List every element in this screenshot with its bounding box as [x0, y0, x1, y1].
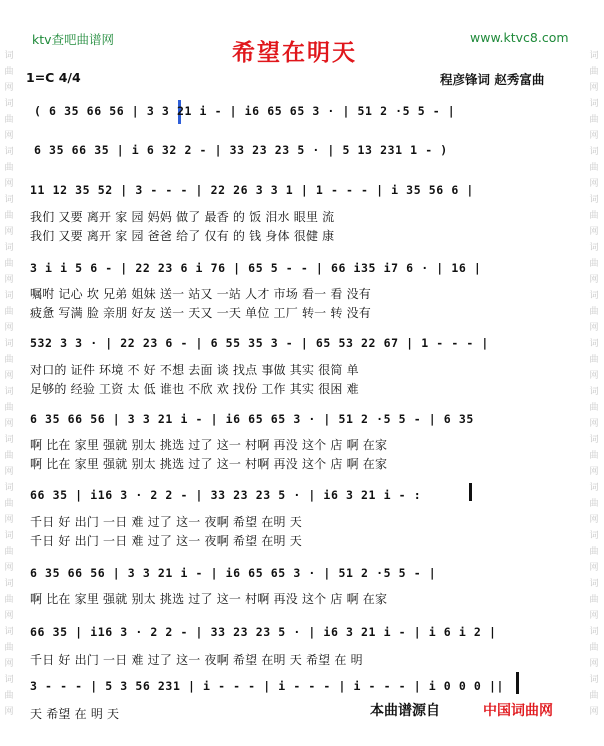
lyrics-3a: 我们 又要 离开 家 园 妈妈 做了 最香 的 饭 泪水 眼里 流	[30, 210, 335, 224]
lyrics-6a: 啊 比在 家里 强就 别太 挑选 过了 这一 村啊 再没 这个 店 啊 在家	[30, 438, 388, 452]
score-line-5: 532 3 3 · | 22 23 6 - | 6 55 35 3 - | 65 53 22 67 | 1 - - - |	[30, 336, 489, 350]
credits: 程彦锋词 赵秀富曲	[440, 72, 545, 87]
score-line-7: 66 35 | i16 3 · 2 2 - | 33 23 23 5 · | i6 3 21 i - :	[30, 488, 422, 502]
watermark-right: 词曲网词曲网词曲网词曲网词曲网词曲网词曲网词曲网词曲网词曲网词曲网词曲网词曲网词曲网	[589, 51, 599, 717]
lyrics-3b: 我们 又要 离开 家 园 爸爸 给了 仅有 的 钱 身体 很健 康	[30, 229, 335, 243]
footer-source-label: 本曲谱源自	[370, 703, 440, 719]
score-line-2: 6 35 66 35 | i 6 32 2 - | 33 23 23 5 · | 5 13 231 1 - )	[34, 143, 448, 157]
score-line-4: 3 i i 5 6 - | 22 23 6 i 76 | 65 5 - - | 66 i35 i7 6 · | 16 |	[30, 261, 482, 275]
lyrics-6b: 啊 比在 家里 强就 别太 挑选 过了 这一 村啊 再没 这个 店 啊 在家	[30, 457, 388, 471]
score-line-3: 11 12 35 52 | 3 - - - | 22 26 3 3 1 | 1 - - - | i 35 56 6 |	[30, 183, 474, 197]
score-line-9: 66 35 | i16 3 · 2 2 - | 33 23 23 5 · | i6 3 21 i - | i 6 i 2 |	[30, 625, 497, 639]
site-url-right: www.ktvc8.com	[470, 30, 569, 45]
lyrics-4a: 嘱咐 记心 坎 兄弟 姐妹 送一 站又 一站 人才 市场 看一 看 没有	[30, 287, 371, 301]
watermark-left: 词曲网词曲网词曲网词曲网词曲网词曲网词曲网词曲网词曲网词曲网词曲网词曲网词曲网词曲网	[4, 51, 14, 717]
footer-site-name: 中国词曲网	[483, 703, 553, 719]
score-line-6: 6 35 66 56 | 3 3 21 i - | i6 65 65 3 · | 51 2 ·5 5 - | 6 35	[30, 412, 474, 426]
score-line-1: ( 6 35 66 56 | 3 3 21 i - | i6 65 65 3 · | 51 2 ·5 5 - |	[34, 104, 456, 118]
lyrics-8: 啊 比在 家里 强就 别太 挑选 过了 这一 村啊 再没 这个 店 啊 在家	[30, 592, 388, 606]
score-line-10: 3 - - - | 5 3 56 231 | i - - - | i - - - | i - - - | i 0 0 0 ||	[30, 679, 504, 693]
lyrics-10: 天 希望 在 明 天	[30, 707, 120, 721]
song-title: 希望在明天	[232, 39, 357, 66]
final-barline	[516, 672, 519, 694]
site-name-left: ktv查吧曲谱网	[32, 32, 115, 47]
lyrics-4b: 疲惫 写满 脸 亲朋 好友 送一 天又 一天 单位 工厂 转一 转 没有	[30, 306, 371, 320]
lyrics-7b: 千日 好 出门 一日 难 过了 这一 夜啊 希望 在明 天	[30, 534, 302, 548]
score-line-8: 6 35 66 56 | 3 3 21 i - | i6 65 65 3 · | 51 2 ·5 5 - |	[30, 566, 437, 580]
lyrics-7a: 千日 好 出门 一日 难 过了 这一 夜啊 希望 在明 天	[30, 515, 302, 529]
lyrics-9: 千日 好 出门 一日 难 过了 这一 夜啊 希望 在明 天 希望 在 明	[30, 653, 363, 667]
key-signature: 1=C 4/4	[26, 70, 81, 85]
repeat-barline	[469, 483, 472, 501]
lyrics-5b: 足够的 经验 工资 太 低 谁也 不欣 欢 找份 工作 其实 很困 难	[30, 382, 359, 396]
lyrics-5a: 对口的 证件 环境 不 好 不想 去面 谈 找点 事做 其实 很简 单	[30, 363, 359, 377]
